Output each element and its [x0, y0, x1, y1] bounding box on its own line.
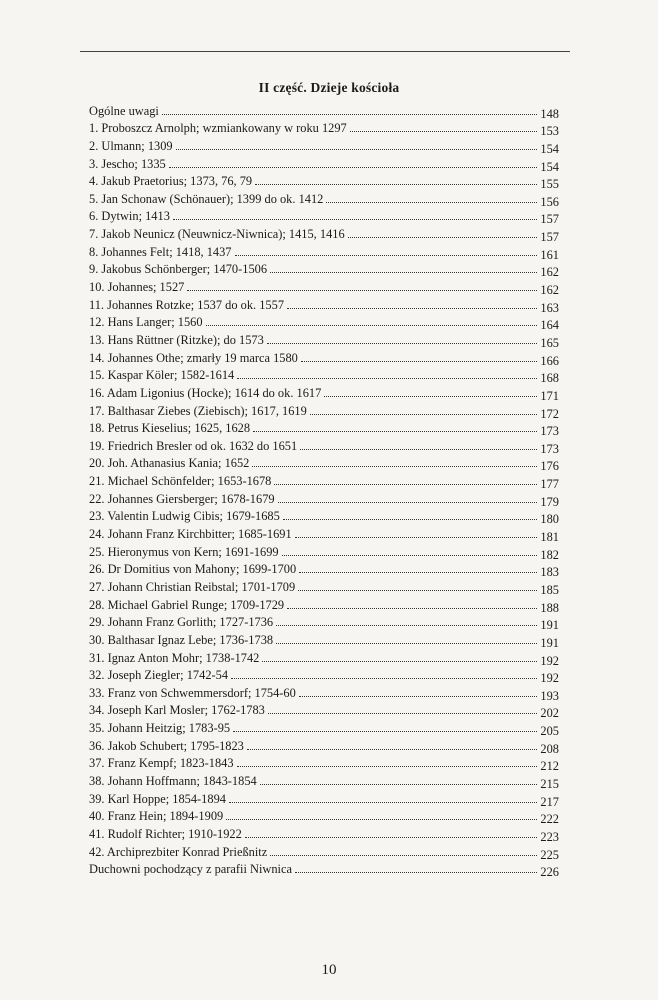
toc-entry-page: 182	[540, 547, 559, 562]
toc-entry	[89, 100, 559, 121]
dot-leader	[237, 378, 537, 379]
toc-entry	[89, 647, 559, 668]
toc-entry-label: 23. Valentin Ludwig Cibis; 1679-1685	[89, 509, 280, 524]
dot-leader	[253, 431, 537, 432]
toc-entry-label: 37. Franz Kempf; 1823-1843	[89, 756, 234, 771]
dot-leader	[282, 555, 538, 556]
dot-leader	[274, 484, 537, 485]
toc-entry	[89, 700, 559, 721]
toc-entry	[89, 612, 559, 633]
toc-entry-label: 36. Jakob Schubert; 1795-1823	[89, 738, 244, 753]
dot-leader	[348, 237, 538, 238]
toc-entry-page: 193	[540, 688, 559, 703]
dot-leader	[299, 696, 538, 697]
toc-entry	[89, 806, 559, 827]
toc-entry	[89, 453, 559, 474]
table-of-contents	[89, 100, 559, 880]
dot-leader	[169, 167, 538, 168]
dot-leader	[162, 114, 538, 115]
toc-entry-page: 192	[540, 653, 559, 668]
dot-leader	[237, 766, 538, 767]
toc-entry-page: 176	[540, 459, 559, 474]
toc-entry-page: 162	[540, 265, 559, 280]
toc-entry-page: 183	[540, 565, 559, 580]
toc-entry	[89, 488, 559, 509]
toc-entry-page: 205	[540, 724, 559, 739]
toc-entry-label: 11. Johannes Rotzke; 1537 do ok. 1557	[89, 297, 285, 312]
toc-entry-label: 3. Jescho; 1335	[89, 156, 166, 171]
dot-leader	[235, 255, 538, 256]
dot-leader	[350, 131, 538, 132]
toc-entry-page: 161	[540, 247, 559, 262]
toc-entry	[89, 576, 559, 597]
toc-entry	[89, 153, 559, 174]
dot-leader	[299, 572, 537, 573]
dot-leader	[252, 466, 537, 467]
toc-entry-label: 9. Jakobus Schönberger; 1470-1506	[89, 262, 268, 277]
toc-entry	[89, 365, 559, 386]
toc-entry-label: 1. Proboszcz Arnolph; wzmiankowany w roku 1297	[89, 121, 347, 136]
toc-entry-page: 222	[540, 812, 559, 827]
dot-leader	[270, 855, 537, 856]
toc-entry-label: 42. Archiprezbiter Konrad Prießnitz	[89, 844, 268, 859]
toc-entry	[89, 735, 559, 756]
toc-entry	[89, 682, 559, 703]
toc-entry-page: 154	[540, 159, 559, 174]
toc-entry-page: 217	[540, 794, 559, 809]
toc-entry-page: 173	[540, 441, 559, 456]
toc-entry	[89, 400, 559, 421]
dot-leader	[276, 643, 537, 644]
toc-entry-label: 39. Karl Hoppe; 1854-1894	[89, 791, 226, 806]
toc-entry-label: 33. Franz von Schwemmersdorf; 1754-60	[89, 685, 296, 700]
toc-entry	[89, 841, 559, 862]
toc-entry	[89, 506, 559, 527]
dot-leader	[245, 837, 538, 838]
toc-entry-label: 2. Ulmann; 1309	[89, 138, 173, 153]
toc-entry	[89, 259, 559, 280]
toc-entry-page: 202	[540, 706, 559, 721]
dot-leader	[287, 608, 537, 609]
toc-entry	[89, 276, 559, 298]
toc-entry-label: 40. Franz Hein; 1894-1909	[89, 809, 224, 824]
toc-entry	[89, 717, 559, 739]
toc-entry-page: 208	[540, 741, 559, 756]
toc-entry-label: 32. Joseph Ziegler; 1742-54	[89, 668, 229, 683]
dot-leader	[295, 872, 537, 873]
toc-entry-label: 13. Hans Rüttner (Ritzke); do 1573	[89, 332, 264, 347]
toc-entry-page: 157	[540, 212, 559, 227]
toc-entry-page: 192	[540, 671, 559, 686]
dot-leader	[226, 819, 537, 820]
toc-entry-page: 171	[540, 388, 559, 403]
dot-leader	[326, 202, 537, 203]
dot-leader	[278, 502, 538, 503]
toc-entry	[89, 171, 559, 192]
toc-entry-label: 29. Johann Franz Gorlith; 1727-1736	[89, 615, 274, 630]
toc-entry	[89, 435, 559, 456]
toc-entry	[89, 223, 559, 245]
toc-entry-page: 166	[540, 353, 559, 368]
toc-entry-page: 156	[540, 194, 559, 209]
toc-entry-label: 6. Dytwin; 1413	[89, 209, 170, 224]
dot-leader	[229, 802, 537, 803]
dot-leader	[187, 290, 537, 291]
toc-entry	[89, 559, 559, 580]
toc-entry-label: 35. Johann Heitzig; 1783-95	[89, 721, 231, 736]
toc-entry-label: 28. Michael Gabriel Runge; 1709-1729	[89, 597, 285, 612]
toc-entry	[89, 329, 559, 350]
dot-leader	[270, 272, 537, 273]
toc-entry-label: 7. Jakob Neunicz (Neuwnicz-Niwnica); 1415, 1416	[89, 227, 345, 242]
toc-entry	[89, 206, 559, 227]
toc-entry-label: 21. Michael Schönfelder; 1653-1678	[89, 474, 272, 489]
dot-leader	[295, 537, 538, 538]
toc-entry	[89, 541, 559, 562]
toc-entry	[89, 823, 559, 844]
dot-leader	[301, 361, 538, 362]
toc-entry-page: 157	[540, 230, 559, 245]
toc-entry-page: 168	[540, 371, 559, 386]
toc-entry	[89, 382, 559, 403]
toc-entry-label: 12. Hans Langer; 1560	[89, 315, 203, 330]
dot-leader	[176, 149, 538, 150]
dot-leader	[276, 625, 537, 626]
toc-entry-label: 27. Johann Christian Reibstal; 1701-1709	[89, 579, 296, 594]
toc-entry-page: 154	[540, 141, 559, 156]
toc-entry-page: 179	[540, 494, 559, 509]
toc-entry-label: 8. Johannes Felt; 1418, 1437	[89, 244, 232, 259]
toc-entry	[89, 665, 559, 686]
toc-entry-label: 10. Johannes; 1527	[89, 280, 185, 295]
dot-leader	[300, 449, 537, 450]
dot-leader	[324, 396, 537, 397]
toc-entry-label: Ogólne uwagi	[89, 103, 159, 118]
toc-entry-label: 17. Balthasar Ziebes (Ziebisch); 1617, 1619	[89, 403, 307, 418]
toc-entry	[89, 135, 559, 156]
toc-entry-page: 165	[540, 335, 559, 350]
dot-leader	[206, 325, 538, 326]
toc-entry-label: 15. Kaspar Köler; 1582-1614	[89, 368, 235, 383]
toc-entry-label: 14. Johannes Othe; zmarły 19 marca 1580	[89, 350, 298, 365]
toc-entry-page: 191	[540, 618, 559, 633]
dot-leader	[231, 678, 537, 679]
dot-leader	[260, 784, 538, 785]
toc-entry-page: 180	[540, 512, 559, 527]
toc-entry	[89, 294, 559, 315]
dot-leader	[247, 749, 538, 750]
toc-entry-label: 34. Joseph Karl Mosler; 1762-1783	[89, 703, 265, 718]
toc-entry-page: 173	[540, 424, 559, 439]
toc-entry	[89, 753, 559, 774]
toc-entry-page: 162	[540, 283, 559, 298]
dot-leader	[267, 343, 538, 344]
toc-entry	[89, 594, 559, 615]
toc-entry	[89, 241, 559, 262]
dot-leader	[262, 661, 537, 662]
toc-entry-page: 163	[540, 300, 559, 315]
toc-entry	[89, 347, 559, 368]
toc-entry-page: 212	[540, 759, 559, 774]
toc-entry-page: 225	[540, 847, 559, 862]
toc-entry	[89, 523, 559, 545]
toc-entry-label: 20. Joh. Athanasius Kania; 1652	[89, 456, 250, 471]
dot-leader	[298, 590, 537, 591]
toc-entry-label: 16. Adam Ligonius (Hocke); 1614 do ok. 1617	[89, 385, 322, 400]
toc-entry-label: 30. Balthasar Ignaz Lebe; 1736-1738	[89, 632, 274, 647]
toc-entry-label: 18. Petrus Kieselius; 1625, 1628	[89, 421, 251, 436]
toc-entry-label: 31. Ignaz Anton Mohr; 1738-1742	[89, 650, 260, 665]
toc-entry-page: 215	[540, 776, 559, 791]
toc-entry	[89, 770, 559, 791]
toc-entry-label: 25. Hieronymus von Kern; 1691-1699	[89, 544, 279, 559]
toc-entry	[89, 418, 559, 439]
page-number: 10	[321, 962, 337, 978]
dot-leader	[233, 731, 537, 732]
toc-entry-page: 188	[540, 600, 559, 615]
toc-entry-page: 155	[540, 177, 559, 192]
toc-entry-page: 177	[540, 477, 559, 492]
toc-entry-label: 26. Dr Domitius von Mahony; 1699-1700	[89, 562, 297, 577]
dot-leader	[287, 308, 537, 309]
toc-entry-page: 226	[540, 865, 559, 880]
toc-entry-page: 148	[540, 106, 559, 121]
toc-entry	[89, 188, 559, 209]
dot-leader	[255, 184, 537, 185]
toc-entry-label: 19. Friedrich Bresler od ok. 1632 do 1651	[89, 438, 298, 453]
toc-entry-page: 181	[540, 530, 559, 545]
toc-entry-label: 38. Johann Hoffmann; 1843-1854	[89, 773, 257, 788]
header-rule	[80, 51, 570, 52]
toc-entry	[89, 788, 559, 809]
toc-entry	[89, 118, 559, 139]
toc-entry-page: 164	[540, 318, 559, 333]
dot-leader	[310, 414, 538, 415]
dot-leader	[268, 713, 538, 714]
toc-entry-label: 5. Jan Schonaw (Schönauer); 1399 do ok. 1412	[89, 191, 324, 206]
toc-entry	[89, 312, 559, 333]
dot-leader	[173, 219, 538, 220]
toc-entry-label: 41. Rudolf Richter; 1910-1922	[89, 826, 242, 841]
toc-entry	[89, 859, 559, 880]
toc-entry-page: 185	[540, 582, 559, 597]
toc-entry-label: 24. Johann Franz Kirchbitter; 1685-1691	[89, 527, 292, 542]
toc-entry	[89, 470, 559, 492]
toc-entry-label: 22. Johannes Giersberger; 1678-1679	[89, 491, 275, 506]
section-title: II część. Dzieje kościoła	[258, 80, 400, 95]
toc-entry-label: Duchowni pochodzący z parafii Niwnica	[89, 862, 292, 877]
toc-entry-label: 4. Jakub Praetorius; 1373, 76, 79	[89, 174, 253, 189]
toc-entry-page: 191	[540, 635, 559, 650]
toc-entry-page: 172	[540, 406, 559, 421]
toc-entry-page: 153	[540, 124, 559, 139]
toc-entry	[89, 629, 559, 650]
dot-leader	[283, 519, 538, 520]
toc-entry-page: 223	[540, 829, 559, 844]
